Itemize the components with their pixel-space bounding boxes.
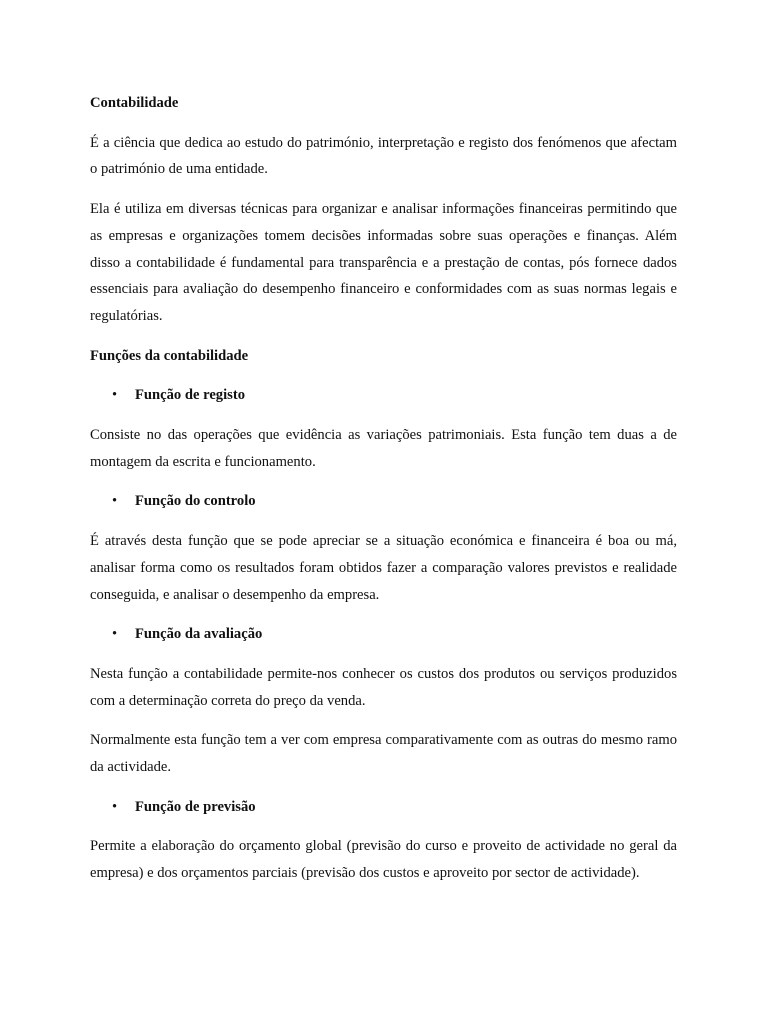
document-title: Contabilidade [90,95,179,111]
bullet-dot-icon: • [112,493,118,510]
paragraph-funcao-previsao: Permite a elaboração do orçamento global (previsão do curso e proveito de actividade no geral da empresa) e dos orçamentos parciais (previsão dos custos e aproveito por sector de actividade). [90,838,677,882]
bullet-title: Função do controlo [135,493,256,510]
bullet-funcao-controlo [90,488,677,515]
bullet-title: Função de previsão [135,798,256,815]
bullet-dot-icon: • [112,387,118,404]
intro-paragraph-1: É a ciência que dedica ao estudo do património, interpretação e registo dos fenómenos que afectam o património de uma entidade. [90,134,677,178]
bullet-dot-icon: • [112,798,118,815]
section-title: Funções da contabilidade [90,347,249,364]
paragraph-funcao-controlo: É através desta função que se pode apreciar se a situação económica e financeira é boa ou má, analisar forma como os resultados foram obtidos fazer a comparação valores previstos e realidade conseguida, e analisar o desempenho da empresa. [90,533,677,603]
paragraph-funcao-registo: Consiste no das operações que evidência as variações patrimoniais. Esta função tem duas a de montagem da escrita e funcionamento. [90,427,677,470]
document-page [90,90,677,900]
bullet-title: Função da avaliação [135,626,263,643]
intro-paragraph-2: Ela é utiliza em diversas técnicas para organizar e analisar informações financeiras permitindo que as empresas e organizações tomem decisões informadas sobre suas operações e finanças. Além disso a contabilidade é fundamental para transparência e a prestação de contas, pós fornece dados essenciais para avaliação do desempenho financeiro e conformidades com as suas normas legais e regulatórias. [90,201,677,324]
paragraph-funcao-avaliacao-2: Normalmente esta função tem a ver com empresa comparativamente com as outras do mesmo ramo da actividade. [90,732,677,776]
bullet-title: Função de registo [135,387,245,404]
bullet-funcao-previsao [90,794,677,821]
paragraph-funcao-avaliacao-1: Nesta função a contabilidade permite-nos conhecer os custos dos produtos ou serviços produzidos com a determinação correta do preço da venda. [90,665,677,709]
bullet-funcao-registo [90,382,677,409]
bullet-funcao-avaliacao [90,621,677,648]
bullet-dot-icon: • [112,626,118,643]
